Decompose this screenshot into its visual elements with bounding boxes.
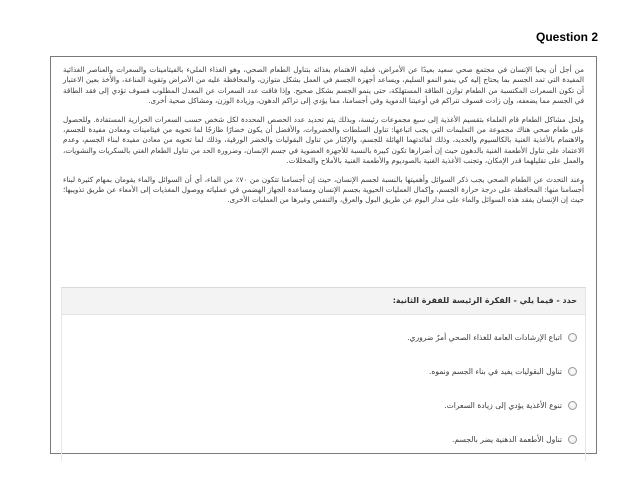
reading-passage xyxy=(63,65,584,214)
answer-option-2[interactable] xyxy=(70,359,577,383)
answer-option-label: اتباع الإرشادات العامة للغذاء الصحي أمرٌ ضروري. xyxy=(407,332,562,342)
answer-option-label: تناول البقوليات يفيد في بناء الجسم ونموه. xyxy=(428,366,562,376)
radio-button-icon[interactable] xyxy=(568,367,577,376)
question-number-heading: Question 2 xyxy=(535,30,598,44)
passage-paragraph-1: من أجل أن يحيا الإنسان في مجتمع صحي سعيد بعيدًا عن الأمراض، فعليه الاهتمام بغذائه بتناول الطعام الصحي، وهو الغذاء المليء بالفيتامينات والسعرات والعناصر الغذائية المفيدة التي تمد الجسم بما يحتاج إليه كي ينمو النمو السليم، ويساعد أجهزة الجسم في العمل بشكل متوازن، والمحافظة عليه من الأمراض وتقوية المناعة، والأخذ بعين الاعتبار أن تكون السعرات المكتسبة من الطعام توازن الطاقة المستهلكة، حتى ينمو الجسم بشكل صحيح. وإذا فاقت عدد السعرات عن المعدل المطلوب فسوف تؤدي إلى فقد الطاقة في الجسم مما يضعفه، وإن زادت فسوف تتراكم في أوعيتنا الدموية وفي أجسامنا، مما يؤدي إلى تراكم الدهون، وزيادة الوزن، ومشاكل صحية أخرى. xyxy=(63,65,584,106)
answer-options xyxy=(62,315,585,451)
answer-option-3[interactable] xyxy=(70,393,577,417)
question-prompt: حدد - فيما يلي - الفكرة الرئيسة للفقرة الثانية: xyxy=(62,288,585,315)
question-frame xyxy=(50,56,597,454)
passage-paragraph-2: ولحل مشاكل الطعام قام العلماء بتقسيم الأغذية إلى سبع مجموعات رئيسة، وبذلك يتم تحديد عدد الحصص المحددة لكل شخص حسب السعرات الحرارية المستفادة. وللحصول على طعام صحي هناك مجموعة من التعليمات التي يجب اتباعها: تناول السلطات والخضروات، والأفضل أن يكون خضارًا طازجًا لما تحويه من فيتامينات ومعادن مفيدة للجسم، والاهتمام بالأغذية الغنية بالكالسيوم والحديد، وذلك لفائدتهما الهائلة للجسم، والإكثار من تناول البقوليات والخضر الورقية، وذلك لما تحويه من معادن مفيدة لبناء الجسم، وعدم الاعتماد على تناول الأطعمة الغنية بالدهون حيث إن أضرارها تكون كبيرة بالنسبة للأجهزة العضوية في جسم الإنسان، وضرورة الحد من تناول الطعام الغني بالسكريات والنشويات، والعمل على تقليلهما قدر الإمكان، وتجنب الأغذية الغنية بالصوديوم والأطعمة الغنية بالأملاح والمخللات. xyxy=(63,114,584,166)
answer-option-4[interactable] xyxy=(70,427,577,451)
radio-button-icon[interactable] xyxy=(568,435,577,444)
answer-option-label: تناول الأطعمة الدهنية يضر بالجسم. xyxy=(451,434,562,444)
answer-option-label: تنوع الأغذية يؤدي إلى زيادة السعرات. xyxy=(444,400,562,410)
passage-paragraph-3: وعند التحدث عن الطعام الصحي يجب ذكر السوائل وأهميتها بالنسبة لجسم الإنسان، حيث إن أجسامنا تتكون من ٧٠٪ من الماء، أي أن السوائل والماء يقومان بمهام كثيرة لبناء أجسامنا منها: المحافظة على درجة حرارة الجسم، وإكمال العمليات الحيوية بجسم الإنسان ومساعدة الجهاز الهضمي في عملياته ووصول المغذيات إلى الأمعاء عن طريق تذويبها؛ حيث إن الإنسان يفقد هذه السوائل والماء على مدار اليوم عن طريق البول والعرق، والتنفس وغيرها من العمليات الأخرى. xyxy=(63,174,584,205)
radio-button-icon[interactable] xyxy=(568,333,577,342)
question-box xyxy=(61,287,586,461)
answer-option-1[interactable] xyxy=(70,325,577,349)
radio-button-icon[interactable] xyxy=(568,401,577,410)
